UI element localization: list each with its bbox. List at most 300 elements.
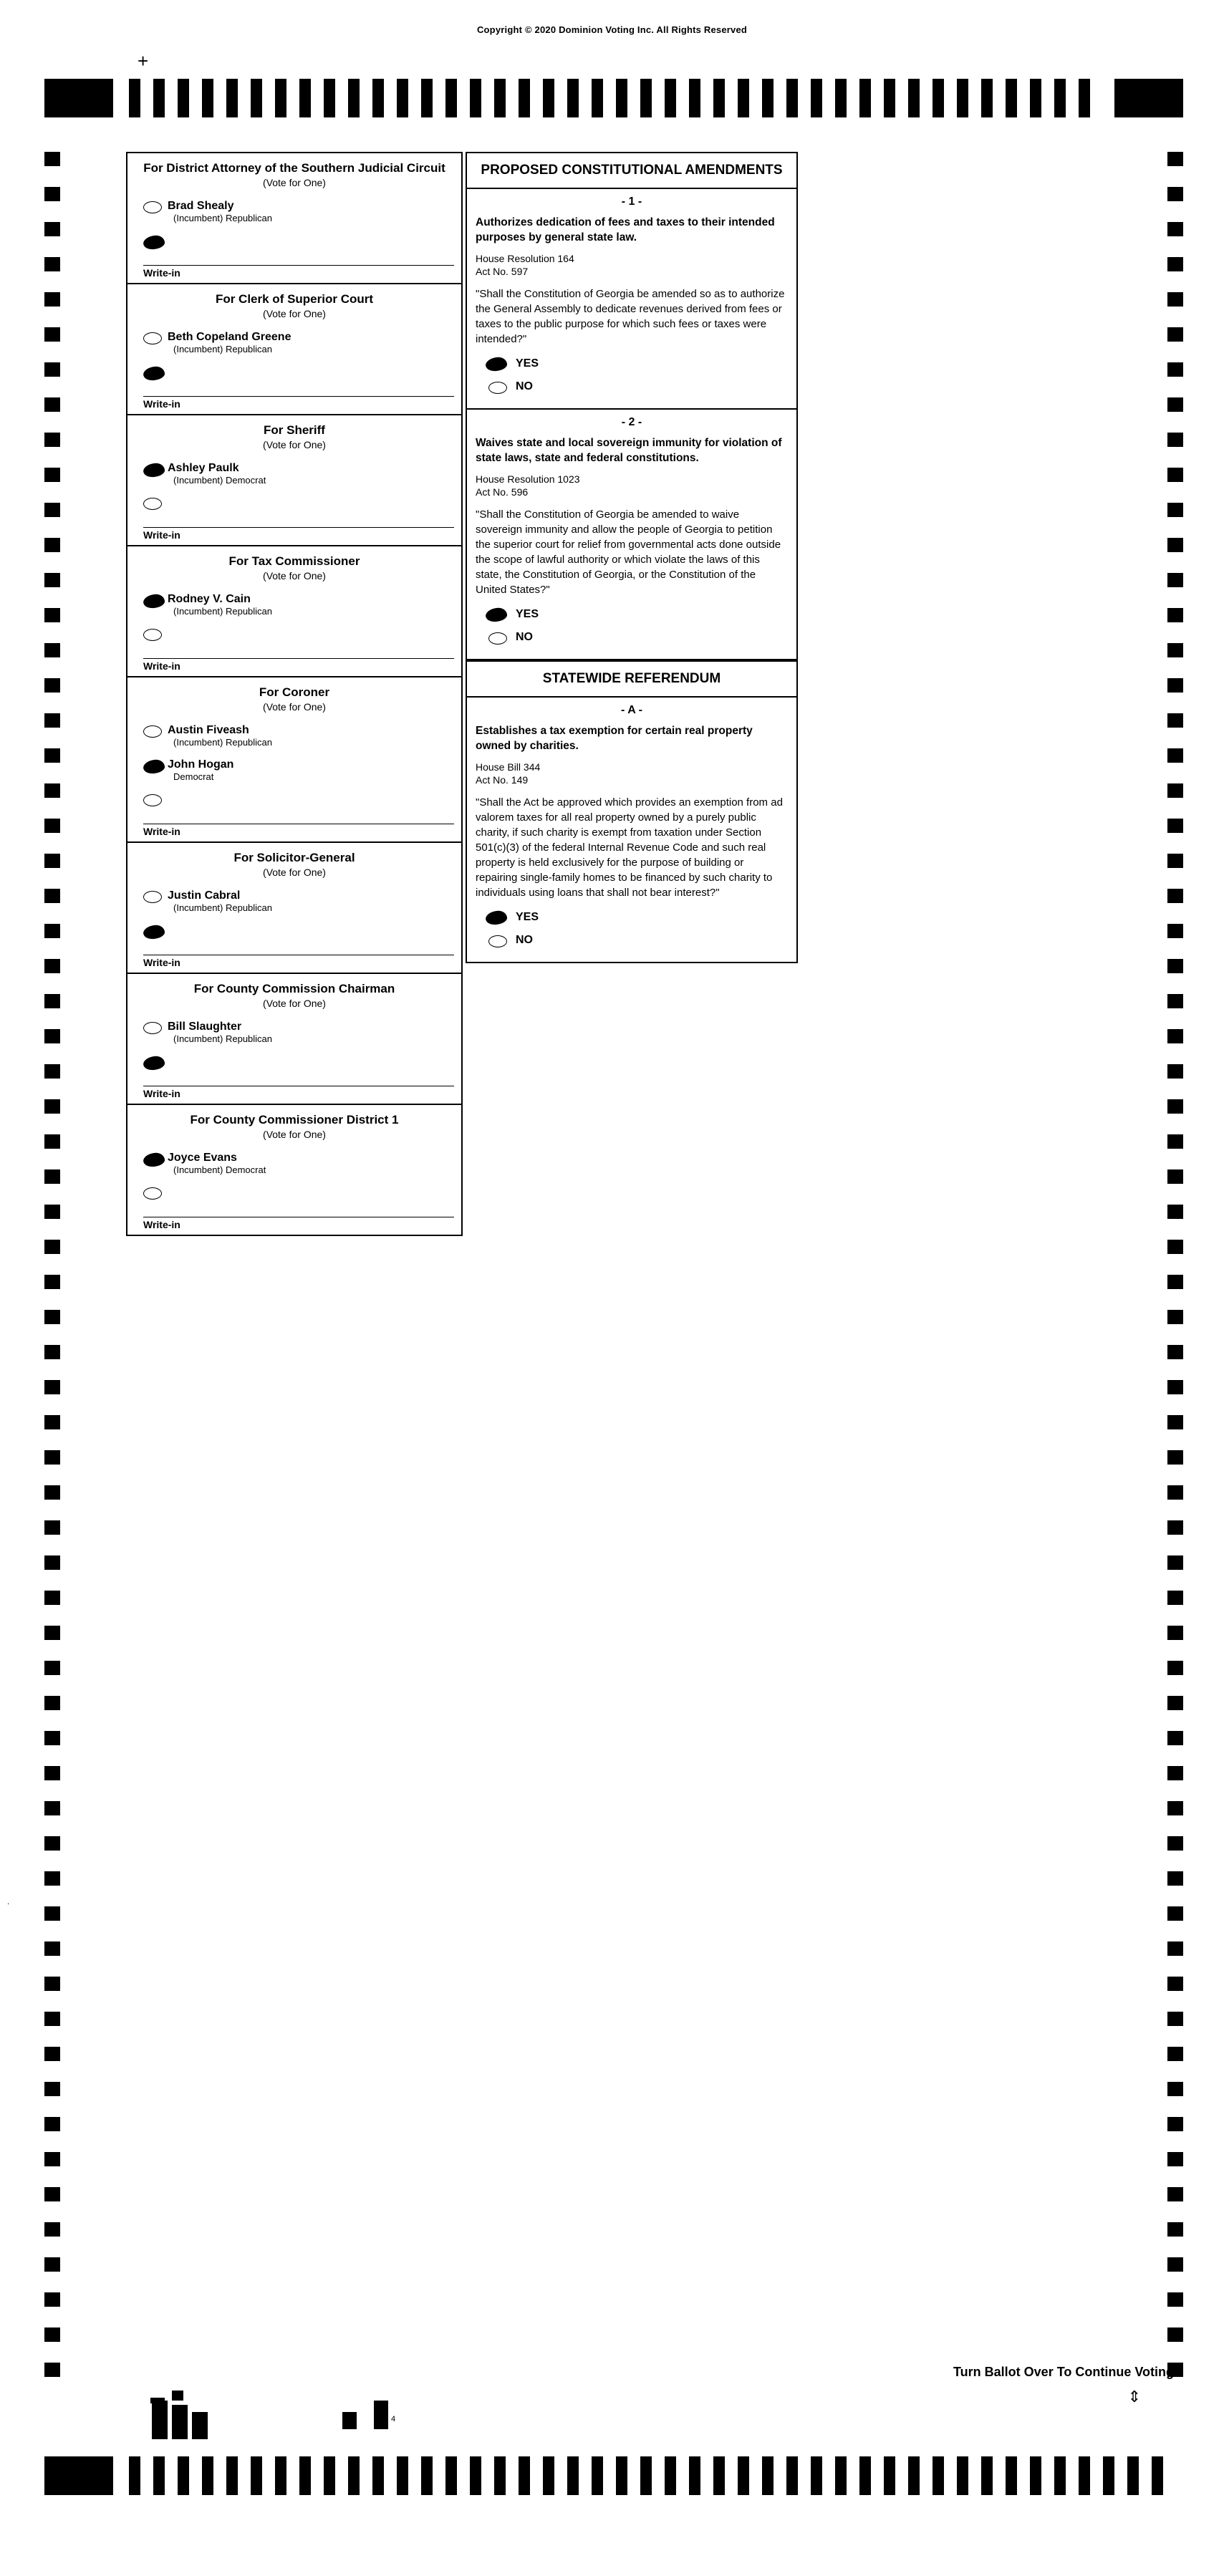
timing-mark	[1030, 79, 1041, 117]
timing-mark	[470, 2456, 481, 2495]
write-in-label: Write-in	[143, 824, 454, 837]
timing-mark	[1167, 397, 1183, 412]
selection-oval-6-wi[interactable]	[143, 1055, 165, 1071]
timing-mark	[44, 2187, 60, 2201]
measure-yes-option[interactable]	[476, 355, 788, 378]
timing-mark	[44, 2257, 60, 2272]
selection-oval-ref0-no[interactable]	[488, 935, 507, 947]
timing-mark	[1167, 1275, 1183, 1289]
timing-mark	[44, 1520, 60, 1535]
selection-oval-4-1[interactable]	[143, 758, 165, 774]
referendum-header: STATEWIDE REFERENDUM	[467, 660, 796, 698]
vote-for-instruction: (Vote for One)	[263, 701, 326, 713]
timing-mark	[44, 397, 60, 412]
timing-mark	[202, 79, 213, 117]
corner-block-top-left	[44, 79, 113, 117]
candidate-name: Brad Shealy	[168, 200, 234, 212]
ballot-id-mark	[152, 2401, 168, 2439]
contest	[127, 843, 461, 974]
timing-mark	[1167, 748, 1183, 763]
selection-oval-0-wi[interactable]	[143, 234, 165, 250]
no-label: NO	[516, 380, 533, 392]
timing-mark	[1167, 2222, 1183, 2237]
corner-block-top-right	[1114, 79, 1183, 117]
write-in-option[interactable]	[127, 1181, 461, 1215]
no-label: NO	[516, 631, 533, 643]
candidate-party: (Incumbent) Democrat	[173, 475, 266, 486]
timing-mark	[1167, 2187, 1183, 2201]
timing-mark	[44, 2152, 60, 2166]
measure-reference: House Resolution 1023 Act No. 596	[476, 473, 580, 498]
timing-mark	[519, 79, 530, 117]
timing-mark	[299, 2456, 311, 2495]
timing-mark	[1167, 2292, 1183, 2307]
timing-mark	[324, 2456, 335, 2495]
measure-summary: Waives state and local sovereign immunity for violation of state laws, state and federal constitutions.	[476, 437, 782, 464]
ballot-id-mark	[150, 2398, 165, 2403]
timing-mark	[44, 748, 60, 763]
candidate-option[interactable]	[127, 588, 461, 622]
timing-mark	[421, 2456, 433, 2495]
timing-mark	[44, 2327, 60, 2342]
write-in-option[interactable]	[127, 788, 461, 822]
yes-label: YES	[516, 608, 539, 620]
timing-mark	[44, 257, 60, 271]
timing-mark	[811, 2456, 822, 2495]
timing-mark	[665, 79, 676, 117]
timing-mark	[129, 79, 140, 117]
timing-mark	[421, 79, 433, 117]
timing-mark	[44, 1450, 60, 1465]
timing-mark	[44, 924, 60, 938]
timing-mark	[1006, 2456, 1017, 2495]
timing-mark	[44, 1029, 60, 1043]
timing-mark	[44, 959, 60, 973]
candidate-party: Democrat	[173, 771, 214, 782]
timing-mark	[153, 79, 165, 117]
timing-mark	[44, 1205, 60, 1219]
selection-oval-1-0[interactable]	[143, 332, 162, 344]
timing-mark	[519, 2456, 530, 2495]
timing-mark	[44, 1696, 60, 1710]
timing-mark	[44, 538, 60, 552]
timing-mark	[1167, 713, 1183, 728]
candidate-party: (Incumbent) Republican	[173, 213, 273, 223]
timing-mark	[44, 1345, 60, 1359]
timing-mark	[592, 2456, 603, 2495]
contest-title: For County Commission Chairman	[193, 982, 395, 995]
timing-mark	[44, 222, 60, 236]
timing-mark	[299, 79, 311, 117]
candidate-option[interactable]	[127, 195, 461, 229]
contest	[127, 284, 461, 415]
selection-oval-7-0[interactable]	[143, 1152, 165, 1167]
timing-mark	[1054, 2456, 1066, 2495]
timing-mark	[1167, 1696, 1183, 1710]
timing-mark	[1167, 1169, 1183, 1184]
timing-mark	[1167, 1766, 1183, 1780]
selection-oval-ref0-yes[interactable]	[485, 910, 508, 925]
corner-block-bottom-left	[44, 2456, 113, 2495]
timing-mark	[933, 2456, 944, 2495]
selection-oval-4-0[interactable]	[143, 725, 162, 738]
amendments-header: PROPOSED CONSTITUTIONAL AMENDMENTS	[467, 153, 796, 189]
write-in-label: Write-in	[143, 396, 454, 410]
timing-mark	[275, 79, 286, 117]
selection-oval-2-0[interactable]	[143, 462, 165, 478]
write-in-option[interactable]	[127, 360, 461, 395]
timing-mark	[1167, 573, 1183, 587]
timing-mark	[44, 1906, 60, 1921]
timing-mark	[44, 2292, 60, 2307]
timing-mark	[226, 79, 238, 117]
timing-mark	[44, 1661, 60, 1675]
timing-mark	[1167, 643, 1183, 657]
selection-oval-amend1-yes[interactable]	[485, 607, 508, 622]
measure-no-option[interactable]	[476, 378, 788, 401]
timing-mark	[1167, 1555, 1183, 1570]
timing-mark	[494, 79, 506, 117]
contest-column-left	[126, 152, 463, 1236]
candidate-party: (Incumbent) Republican	[173, 1033, 273, 1044]
timing-mark	[44, 1626, 60, 1640]
timing-mark	[44, 643, 60, 657]
selection-oval-6-0[interactable]	[143, 1022, 162, 1034]
timing-mark	[1167, 187, 1183, 201]
contest-title: For Clerk of Superior Court	[215, 292, 374, 306]
yes-label: YES	[516, 357, 539, 370]
timing-mark	[275, 2456, 286, 2495]
timing-mark	[44, 1099, 60, 1114]
timing-mark	[908, 79, 920, 117]
timing-mark	[1167, 889, 1183, 903]
candidate-name: Beth Copeland Greene	[168, 331, 291, 343]
timing-mark	[348, 79, 360, 117]
timing-mark	[1167, 854, 1183, 868]
timing-mark	[44, 1801, 60, 1815]
timing-mark	[738, 79, 749, 117]
timing-mark	[616, 2456, 627, 2495]
vote-for-instruction: (Vote for One)	[263, 177, 326, 188]
timing-mark	[251, 79, 262, 117]
candidate-party: (Incumbent) Republican	[173, 344, 273, 354]
timing-mark	[786, 79, 798, 117]
timing-mark	[1167, 1064, 1183, 1079]
timing-mark	[1167, 152, 1183, 166]
timing-mark	[324, 79, 335, 117]
timing-mark	[1079, 79, 1090, 117]
measure-yes-option[interactable]	[476, 909, 788, 932]
edge-glyph: .	[7, 1898, 10, 1906]
candidate-name: Justin Cabral	[168, 889, 241, 902]
candidate-option[interactable]	[127, 884, 461, 919]
timing-mark	[44, 994, 60, 1008]
candidate-party: (Incumbent) Republican	[173, 737, 273, 748]
measures-column-right	[466, 152, 798, 963]
write-in-option[interactable]	[127, 1050, 461, 1084]
contest	[127, 677, 461, 843]
candidate-option[interactable]	[127, 1016, 461, 1050]
contest	[127, 415, 461, 546]
candidate-option[interactable]	[127, 457, 461, 491]
timing-mark	[1079, 2456, 1090, 2495]
timing-mark	[44, 327, 60, 342]
timing-mark	[1006, 79, 1017, 117]
ballot-measure	[467, 189, 796, 410]
timing-mark	[372, 2456, 384, 2495]
vote-for-instruction: (Vote for One)	[263, 570, 326, 582]
measure-summary: Authorizes dedication of fees and taxes to their intended purposes by general state law.	[476, 216, 775, 243]
selection-oval-4-wi[interactable]	[143, 794, 162, 806]
candidate-option[interactable]	[127, 326, 461, 360]
timing-mark	[44, 2117, 60, 2131]
no-label: NO	[516, 934, 533, 946]
timing-mark	[44, 1941, 60, 1956]
candidate-name: Rodney V. Cain	[168, 593, 251, 605]
timing-mark	[445, 2456, 457, 2495]
timing-mark	[1152, 2456, 1163, 2495]
timing-mark	[44, 713, 60, 728]
timing-mark	[44, 1310, 60, 1324]
timing-mark	[1167, 1801, 1183, 1815]
selection-oval-5-0[interactable]	[143, 891, 162, 903]
timing-mark	[44, 678, 60, 693]
timing-mark	[1167, 2012, 1183, 2026]
timing-mark	[835, 2456, 847, 2495]
turn-ballot-notice: Turn Ballot Over To Continue Voting	[953, 2365, 1174, 2379]
timing-mark	[44, 573, 60, 587]
timing-mark	[1167, 994, 1183, 1008]
timing-mark	[348, 2456, 360, 2495]
timing-mark	[178, 2456, 189, 2495]
timing-mark	[933, 79, 944, 117]
timing-mark	[738, 2456, 749, 2495]
timing-mark	[44, 2012, 60, 2026]
timing-mark	[1167, 608, 1183, 622]
timing-mark	[1167, 2152, 1183, 2166]
contest-title: For Coroner	[259, 685, 330, 699]
timing-mark	[44, 2363, 60, 2377]
timing-mark	[592, 79, 603, 117]
timing-mark	[1167, 1977, 1183, 1991]
timing-mark	[1167, 1345, 1183, 1359]
write-in-option[interactable]	[127, 622, 461, 657]
timing-mark	[44, 2222, 60, 2237]
timing-mark	[1167, 959, 1183, 973]
timing-mark	[44, 819, 60, 833]
write-in-label: Write-in	[143, 527, 454, 541]
timing-mark	[1167, 1520, 1183, 1535]
timing-mark	[689, 79, 700, 117]
timing-mark	[713, 2456, 725, 2495]
timing-mark	[567, 79, 579, 117]
timing-mark	[44, 1977, 60, 1991]
timing-mark	[44, 1555, 60, 1570]
timing-mark	[884, 79, 895, 117]
candidate-party: (Incumbent) Republican	[173, 606, 273, 617]
selection-oval-amend1-no[interactable]	[488, 632, 507, 645]
timing-mark	[44, 1240, 60, 1254]
timing-mark	[1167, 222, 1183, 236]
timing-mark	[44, 292, 60, 307]
timing-mark	[1167, 362, 1183, 377]
vote-for-instruction: (Vote for One)	[263, 439, 326, 450]
write-in-option[interactable]	[127, 491, 461, 526]
timing-mark	[1167, 1450, 1183, 1465]
contest	[127, 974, 461, 1105]
timing-mark	[44, 1766, 60, 1780]
write-in-label: Write-in	[143, 658, 454, 672]
vote-for-instruction: (Vote for One)	[263, 308, 326, 319]
contest	[127, 1105, 461, 1230]
timing-mark	[44, 2047, 60, 2061]
measure-number: - 2 -	[621, 416, 642, 428]
write-in-option[interactable]	[127, 919, 461, 953]
write-in-option[interactable]	[127, 229, 461, 264]
measure-text: "Shall the Act be approved which provides an exemption from ad valorem taxes for all real property owned by a purely public charity, if such charity is exempt from taxation under Section 501(c)(3) of the federal Internal Revenue Code and such real property is held exclusively for the purpose of building or repairing single-family homes to be financed by such charity to individuals using loans that shall not bear interest?"	[476, 796, 783, 899]
timing-mark	[44, 1134, 60, 1149]
selection-oval-3-wi[interactable]	[143, 629, 162, 641]
vote-for-instruction: (Vote for One)	[263, 1129, 326, 1140]
candidate-name: Joyce Evans	[168, 1152, 237, 1164]
timing-mark	[1167, 538, 1183, 552]
timing-mark	[1167, 1240, 1183, 1254]
timing-mark	[178, 79, 189, 117]
timing-mark	[129, 2456, 140, 2495]
timing-mark	[44, 152, 60, 166]
timing-mark	[1167, 1871, 1183, 1886]
timing-mark	[884, 2456, 895, 2495]
timing-mark	[1127, 2456, 1139, 2495]
timing-mark	[786, 2456, 798, 2495]
measure-reference: House Resolution 164 Act No. 597	[476, 253, 574, 277]
measure-no-option[interactable]	[476, 932, 788, 955]
timing-mark	[494, 2456, 506, 2495]
timing-mark	[762, 2456, 774, 2495]
timing-mark	[859, 79, 871, 117]
timing-mark	[1167, 1029, 1183, 1043]
timing-mark	[908, 2456, 920, 2495]
ballot-id-mark	[192, 2412, 208, 2439]
timing-mark	[44, 608, 60, 622]
ballot-measure	[467, 410, 796, 660]
timing-mark	[543, 79, 554, 117]
selection-oval-0-0[interactable]	[143, 201, 162, 213]
contest	[127, 153, 461, 284]
timing-mark	[44, 1169, 60, 1184]
ballot-id-glyph: 4	[391, 2415, 396, 2423]
timing-mark	[616, 79, 627, 117]
ballot-id-mark	[172, 2405, 188, 2439]
timing-mark	[567, 2456, 579, 2495]
timing-mark	[1103, 2456, 1114, 2495]
candidate-party: (Incumbent) Republican	[173, 902, 273, 913]
timing-mark	[1167, 1134, 1183, 1149]
timing-mark	[1167, 819, 1183, 833]
turn-arrow-icon: ⇕	[1127, 2388, 1141, 2406]
contest-title: For Solicitor-General	[233, 851, 355, 864]
timing-mark	[44, 1731, 60, 1745]
timing-mark	[957, 2456, 968, 2495]
selection-oval-amend0-no[interactable]	[488, 382, 507, 394]
contest-title: For Tax Commissioner	[228, 554, 360, 568]
timing-mark	[1167, 2117, 1183, 2131]
vote-for-instruction: (Vote for One)	[263, 867, 326, 878]
timing-mark	[44, 468, 60, 482]
timing-mark	[1167, 1099, 1183, 1114]
candidate-party: (Incumbent) Democrat	[173, 1164, 266, 1175]
timing-mark	[1167, 433, 1183, 447]
timing-mark	[44, 1415, 60, 1429]
timing-mark	[202, 2456, 213, 2495]
timing-mark	[44, 783, 60, 798]
timing-mark	[1167, 257, 1183, 271]
timing-mark	[44, 854, 60, 868]
selection-oval-1-wi[interactable]	[143, 365, 165, 381]
selection-oval-5-wi[interactable]	[143, 924, 165, 940]
timing-mark	[1167, 1661, 1183, 1675]
selection-oval-2-wi[interactable]	[143, 498, 162, 510]
write-in-label: Write-in	[143, 1086, 454, 1099]
selection-oval-amend0-yes[interactable]	[485, 356, 508, 372]
timing-mark	[762, 79, 774, 117]
timing-mark	[640, 79, 652, 117]
timing-mark	[44, 1836, 60, 1851]
timing-mark	[543, 2456, 554, 2495]
timing-mark	[1167, 1310, 1183, 1324]
timing-mark	[981, 79, 993, 117]
timing-mark	[44, 1275, 60, 1289]
timing-mark	[251, 2456, 262, 2495]
timing-mark	[640, 2456, 652, 2495]
timing-mark	[153, 2456, 165, 2495]
timing-mark	[1167, 1205, 1183, 1219]
timing-mark	[44, 1591, 60, 1605]
measure-text: "Shall the Constitution of Georgia be amended so as to authorize the General Assembly to dedicate revenues derived from fees or taxes to the public purpose for which such fees or taxes were intended?"	[476, 288, 785, 345]
timing-mark	[1030, 2456, 1041, 2495]
selection-oval-7-wi[interactable]	[143, 1187, 162, 1200]
measure-yes-option[interactable]	[476, 606, 788, 629]
timing-mark	[44, 187, 60, 201]
timing-mark	[1167, 2327, 1183, 2342]
timing-mark	[1167, 468, 1183, 482]
timing-mark	[1167, 503, 1183, 517]
timing-mark	[1167, 1731, 1183, 1745]
copyright-notice: Copyright © 2020 Dominion Voting Inc. All Rights Reserved	[476, 24, 748, 35]
candidate-option[interactable]	[127, 753, 461, 788]
timing-mark	[1167, 1380, 1183, 1394]
candidate-name: John Hogan	[168, 758, 234, 771]
timing-mark	[44, 503, 60, 517]
measure-no-option[interactable]	[476, 629, 788, 652]
timing-mark	[44, 889, 60, 903]
timing-mark	[1167, 678, 1183, 693]
selection-oval-3-0[interactable]	[143, 593, 165, 609]
timing-mark	[372, 79, 384, 117]
timing-mark	[811, 79, 822, 117]
timing-mark	[1167, 2047, 1183, 2061]
candidate-option[interactable]	[127, 1147, 461, 1181]
write-in-label: Write-in	[143, 955, 454, 968]
contest-title: For Sheriff	[264, 423, 325, 437]
timing-mark	[44, 2082, 60, 2096]
timing-mark	[44, 1380, 60, 1394]
timing-mark	[445, 79, 457, 117]
timing-mark	[1167, 2257, 1183, 2272]
candidate-option[interactable]	[127, 719, 461, 753]
timing-mark	[981, 2456, 993, 2495]
timing-mark	[835, 79, 847, 117]
